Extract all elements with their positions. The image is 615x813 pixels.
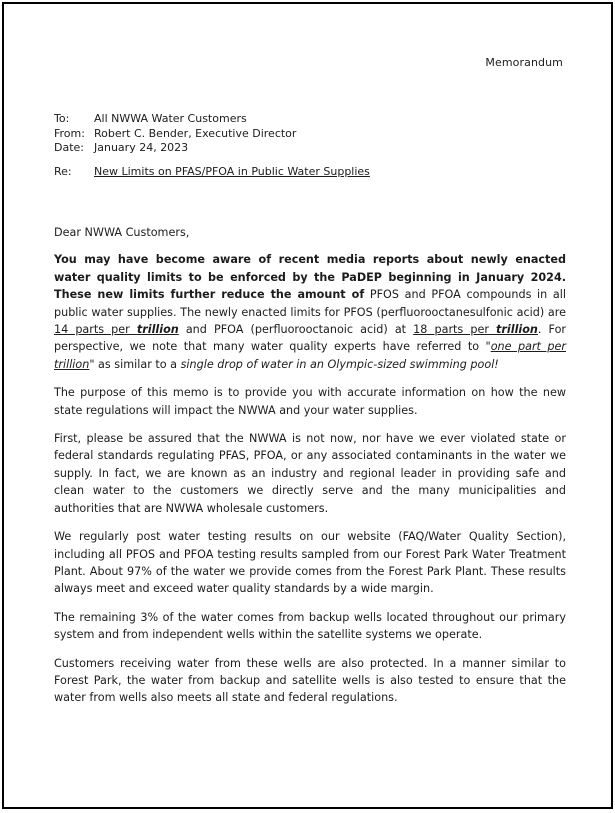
to-label: To:: [54, 112, 70, 125]
lead-sentence: You may have become aware of recent media reports about newly enacted water quality limits to be enforced by the PaDEP beginning in January 2024. These new limits further reduce the amount of: [54, 253, 566, 302]
quote-phrase: one part per trillion: [54, 340, 566, 371]
to-row: [54, 112, 370, 127]
from-row: [54, 127, 370, 142]
paragraph-4: We regularly post water testing results on our website (FAQ/Water Quality Section), including all PFOS and PFOA testing results sampled from our Forest Park Water Treatment Plant. About 97% of the water we provide comes from the Forest Park Plant. These results always meet and exceed water quality standards by a wide margin.: [54, 530, 566, 596]
from-label: From:: [54, 126, 85, 140]
to-value: All NWWA Water Customers: [94, 112, 247, 125]
memo-body: [54, 224, 566, 718]
date-label: Date:: [54, 141, 84, 154]
pfoa-limit: [413, 323, 538, 336]
pfoa-amount: 18 parts per: [413, 323, 497, 337]
memo-header: [54, 112, 370, 179]
pfos-amount: 14 parts per: [54, 323, 137, 337]
memo-page: [2, 2, 613, 809]
re-subject: New Limits on PFAS/PFOA in Public Water Supplies: [94, 164, 370, 178]
document-type-label: Memorandum: [485, 56, 563, 69]
date-row: [54, 141, 370, 156]
pfoa-unit: trillion: [496, 323, 538, 337]
paragraph-3: First, please be assured that the NWWA is not now, nor have we ever violated state or federal standards regulating PFAS, PFOA, or any associated contaminants in the water we supply. In fact, we are known as an industry and regional leader in providing safe and clean water to the customers we directly serve and the many municipalities and authorities that are NWWA wholesale customers.: [54, 432, 566, 515]
pfos-limit: [54, 323, 179, 336]
p1-text-1: PFOS and PFOA compounds in all public water supplies. The newly enacted limits for PFOS (perfluorooctanesulfonic acid) are: [54, 288, 566, 319]
re-row: [54, 165, 370, 180]
paragraph-1: [54, 251, 566, 373]
from-value: Robert C. Bender, Executive Director: [94, 126, 297, 140]
date-value: January 24, 2023: [94, 141, 189, 154]
re-label: Re:: [54, 164, 72, 178]
paragraph-6: Customers receiving water from these wells are also protected. In a manner similar to Forest Park, the water from backup and satellite wells is also tested to ensure that the water from wells also meets all state and federal regulations.: [54, 656, 566, 705]
p1-text-4: " as similar to a: [89, 357, 181, 371]
analogy-phrase: single drop of water in an Olympic-sized swimming pool!: [180, 357, 499, 371]
p1-text-2: and PFOA (perfluorooctanoic acid) at: [178, 323, 414, 337]
pfos-unit: trillion: [136, 323, 179, 337]
salutation: Dear NWWA Customers,: [54, 226, 190, 239]
p1-text-3: . For perspective, we note that many water quality experts have referred to ": [54, 323, 567, 354]
paragraph-2: The purpose of this memo is to provide you with accurate information on how the new state regulations will impact the NWWA and your water supplies.: [54, 386, 566, 417]
paragraph-5: The remaining 3% of the water comes from backup wells located throughout our primary system and from independent wells within the satellite systems we operate.: [54, 610, 566, 642]
